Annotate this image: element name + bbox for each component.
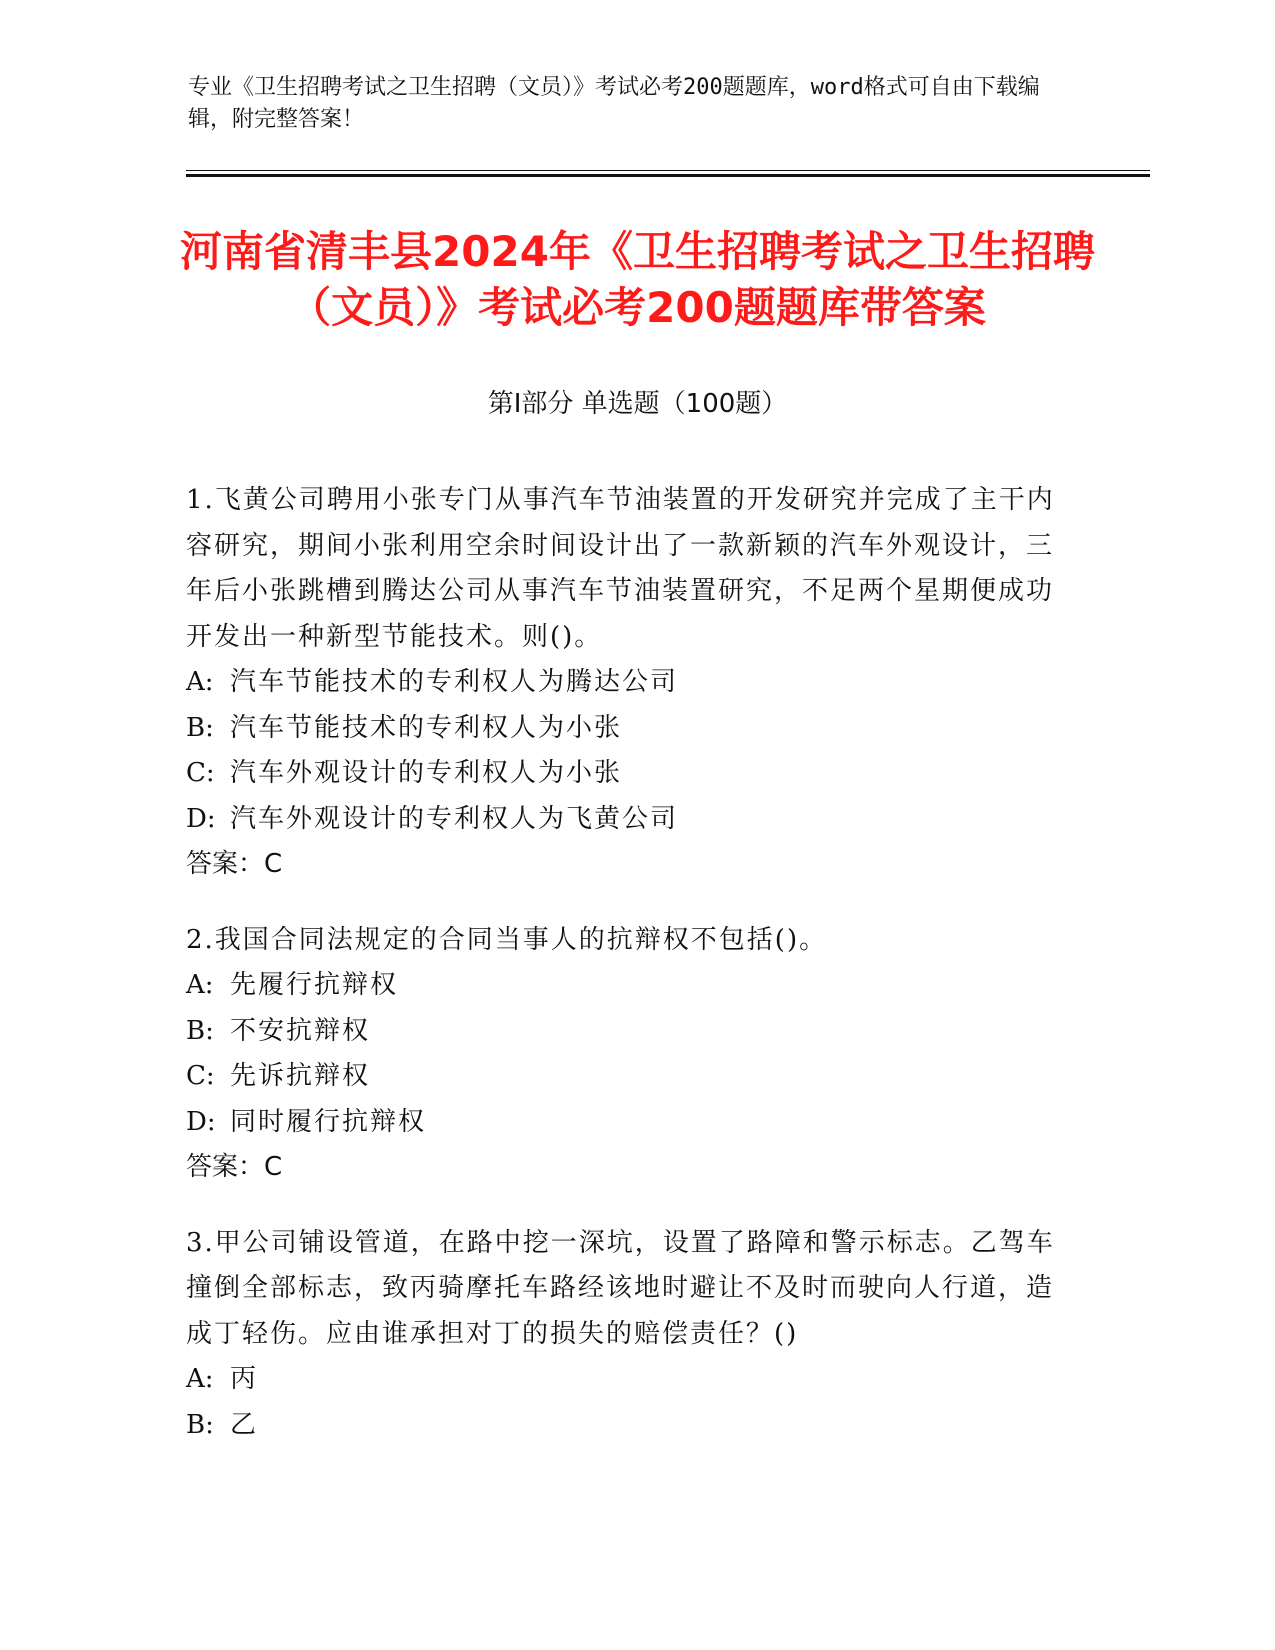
option-b [186, 706, 1076, 752]
option-text: 丙 [230, 1364, 259, 1394]
option-text: 汽车节能技术的专利权人为腾达公司 [230, 667, 679, 697]
option-text: 乙 [230, 1409, 259, 1440]
header-divider-thick [186, 174, 1150, 177]
option-a [186, 660, 1076, 706]
option-text: 不安抗辩权 [230, 1015, 371, 1046]
answer-value: C [264, 1152, 283, 1182]
question-list [186, 478, 1076, 1478]
option-text: 汽车节能技术的专利权人为小张 [230, 712, 623, 743]
answer-line [186, 1145, 1076, 1191]
option-d [186, 797, 1076, 843]
question-1 [186, 478, 1076, 888]
answer-label: 答案： [186, 849, 265, 879]
option-letter: D: [186, 1106, 216, 1137]
option-c [186, 751, 1076, 797]
option-letter: A: [186, 970, 214, 1000]
option-text: 同时履行抗辩权 [230, 1106, 427, 1137]
question-stem: 3.甲公司铺设管道，在路中挖一深坑，设置了路障和警示标志。乙驾车撞倒全部标志，致丙骑摩托车路经该地时避让不及时而驶向人行道，造成丁轻伤。应由谁承担对丁的损失的赔偿责任？() [186, 1227, 1055, 1349]
option-text: 先诉抗辩权 [230, 1061, 371, 1091]
answer-label: 答案： [186, 1152, 265, 1182]
option-letter: A: [186, 1364, 214, 1394]
question-stem: 1.飞黄公司聘用小张专门从事汽车节油装置的开发研究并完成了主干内容研究，期间小张利用空余时间设计出了一款新颖的汽车外观设计，三年后小张跳槽到腾达公司从事汽车节油装置研究，不足两个星期便成功开发出一种新型节能技术。则()。 [186, 485, 1055, 652]
option-letter: B: [186, 712, 214, 743]
question-2 [186, 918, 1076, 1191]
option-text: 汽车外观设计的专利权人为飞黄公司 [230, 803, 679, 834]
document-title: 河南省清丰县2024年《卫生招聘考试之卫生招聘（文员）》考试必考200题题库带答案 [180, 227, 1095, 332]
question-3 [186, 1221, 1076, 1449]
question-stem: 2.我国合同法规定的合同当事人的抗辩权不包括()。 [186, 924, 828, 955]
option-text: 汽车外观设计的专利权人为小张 [230, 758, 623, 788]
header-divider-thin [186, 170, 1150, 171]
option-text: 先履行抗辩权 [230, 970, 399, 1000]
option-letter: B: [186, 1409, 214, 1440]
option-letter: C: [186, 758, 215, 788]
option-letter: C: [186, 1061, 215, 1091]
option-b [186, 1009, 1076, 1055]
option-letter: D: [186, 803, 216, 834]
answer-line [186, 842, 1076, 888]
section-heading: 第Ⅰ部分 单选题（100题） [487, 389, 788, 419]
option-b [186, 1403, 1076, 1449]
option-d [186, 1100, 1076, 1146]
header-note: 专业《卫生招聘考试之卫生招聘（文员）》考试必考200题题库，word格式可自由下载编辑，附完整答案！ [188, 75, 1040, 132]
option-a [186, 1357, 1076, 1403]
option-letter: A: [186, 667, 214, 697]
answer-value: C [264, 849, 283, 879]
option-letter: B: [186, 1015, 214, 1046]
option-c [186, 1054, 1076, 1100]
option-a [186, 963, 1076, 1009]
